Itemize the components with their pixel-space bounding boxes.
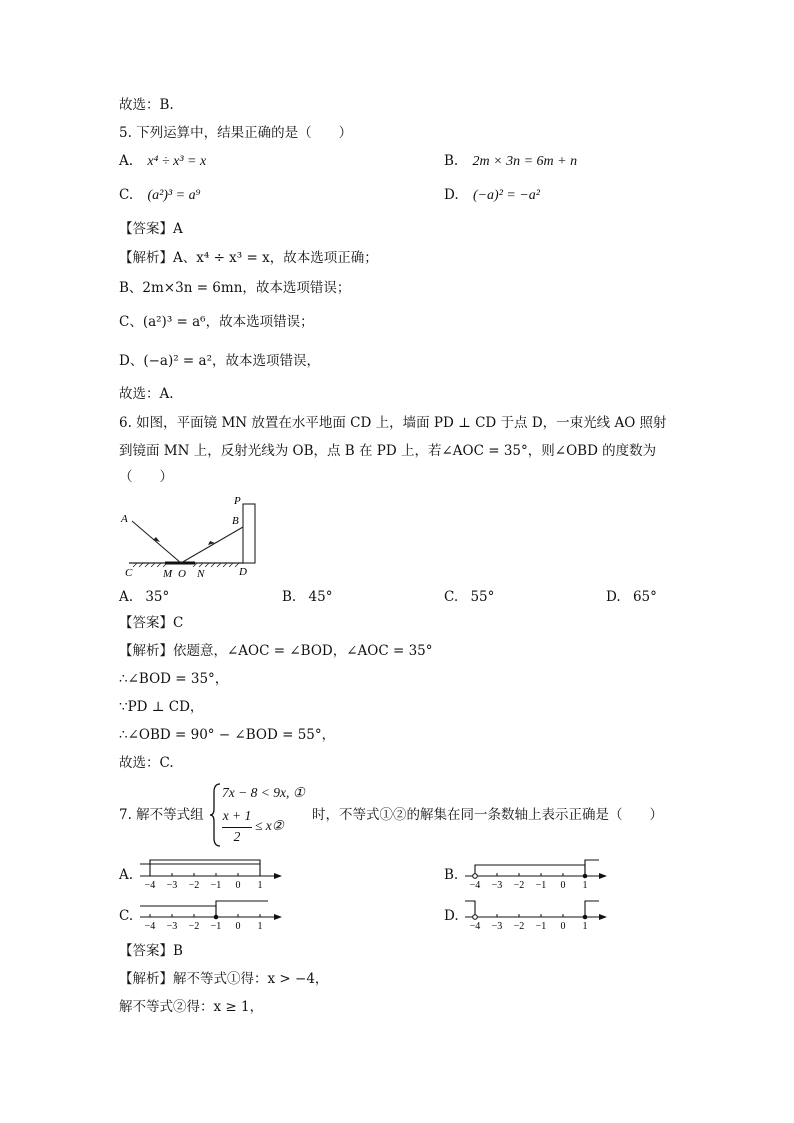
q5-option-a [119,152,206,171]
label-b: B [232,515,239,527]
q5-stem: 5. 下列运算中，结果正确的是（ ） [119,125,353,141]
tick-label: 1 [257,921,263,931]
wall-pd [243,504,255,563]
tick-label: −1 [210,921,222,931]
q6-option-d-value: 65° [632,589,657,605]
q6-analysis-line: ∵PD ⊥ CD， [119,699,204,715]
closed-endpoint [214,915,219,920]
q5-option-b [444,152,577,171]
tick-label: −2 [188,921,200,931]
q6-option-a [119,588,169,606]
q6-option-b-label: B. [282,589,297,605]
tick-label: −3 [491,880,503,890]
tick-label: −4 [469,880,481,890]
tick-label: 0 [235,921,241,931]
label-a: A [121,513,128,525]
label-c: C [125,567,133,579]
axis-arrow-icon [599,914,607,920]
q6-option-a-value: 35° [145,589,170,605]
q6-stem-line3: （ ） [119,469,173,485]
q6-analysis-line: ∴∠OBD = 90° − ∠BOD = 55°， [119,727,336,743]
q5-analysis-line: B、2m×3n = 6mn，故本选项错误； [119,280,351,296]
axis-arrow-icon [274,873,282,879]
q7-number-line-b [461,856,611,890]
q5-analysis-line: 【解析】A、x⁴ ÷ x³ = x，故本选项正确； [119,250,378,266]
fraction-bar [222,827,252,828]
q6-option-a-label: A. [119,589,134,605]
q6-analysis-line: 【解析】依题意，∠AOC = ∠BOD，∠AOC = 35° [119,643,433,659]
solution-bracket [475,865,585,876]
tick-label: −2 [513,880,525,890]
q7-ineq2-numerator: x + 1 [222,808,252,823]
q6-analysis-line: ∴∠BOD = 35°， [119,671,229,687]
q7-number-line-d [461,897,611,931]
q6-mirror-figure [119,494,269,580]
open-endpoint [473,915,478,920]
label-d: D [239,566,247,578]
q6-analysis-line: 故选：C. [119,755,174,771]
q7-analysis-line: 【解析】解不等式①得：x > −4， [119,971,329,987]
q6-option-b-value: 45° [308,589,333,605]
label-n: N [197,568,205,580]
q7-system-brace [210,782,222,848]
closed-endpoint [583,915,588,920]
q6-answer: 【答案】C [119,615,184,631]
reflected-ray-ob [181,527,243,563]
axis-arrow-icon [599,873,607,879]
tick-label: −3 [166,921,178,931]
tick-label: −3 [491,921,503,931]
q7-option-a-label: A. [119,867,134,883]
q7-option-c-label: C. [119,908,134,924]
tick-label: −3 [166,880,178,890]
tick-label: 0 [235,880,241,890]
q7-stem-suffix: 时，不等式①②的解集在同一条数轴上表示正确是（ ） [312,807,663,823]
q5-answer: 【答案】A [119,221,183,237]
tick-label: −4 [144,921,156,931]
q6-stem-line2: 到镜面 MN 上，反射光线为 OB，点 B 在 PD 上，若∠AOC = 35°，则∠OBD 的度数为 [119,443,657,459]
ray-arrow-icon [153,537,160,542]
q5-analysis-line: C、(a²)³ = a⁶，故本选项错误； [119,314,314,330]
q7-answer: 【答案】B [119,943,183,959]
q5-option-c-expr: (a²)³ = a⁹ [147,188,201,203]
closed-endpoint [583,874,588,879]
q5-option-a-expr: x⁴ ÷ x³ = x [147,154,207,169]
q7-ineq2-denominator: 2 [233,829,241,844]
tick-label: −1 [210,880,222,890]
q4-conclusion: 故选：B. [119,97,174,113]
solution-bracket [140,906,216,917]
q6-option-d-label: D. [606,589,621,605]
q7-number-line-c [136,897,286,931]
tick-label: −4 [144,880,156,890]
q5-option-b-label: B. [444,153,459,169]
solution-bracket [150,860,260,876]
solution-bracket [585,860,599,876]
q5-option-c-label: C. [119,187,134,203]
axis-arrow-icon [274,914,282,920]
q7-prefix: 7. 解不等式组 [119,807,204,823]
q6-option-b [282,588,332,606]
tick-label: −1 [535,880,547,890]
q6-option-c-label: C. [444,589,459,605]
q7-analysis-line: 解不等式②得：x ≥ 1， [119,999,264,1015]
q6-option-c [444,588,494,606]
tick-label: 0 [560,880,566,890]
tick-label: −1 [535,921,547,931]
tick-label: 1 [582,921,588,931]
q6-option-c-value: 55° [470,589,495,605]
tick-label: −2 [188,880,200,890]
q6-stem-line1: 6. 如图，平面镜 MN 放置在水平地面 CD 上，墙面 PD ⊥ CD 于点 D，一束光线 AO 照射 [119,415,667,431]
label-p: P [234,495,241,507]
q7-inequality-1: 7x − 8 < 9x, ① [222,785,305,800]
q5-analysis-line: D、(−a)² = a²，故本选项错误， [119,353,320,369]
tick-label: −4 [469,921,481,931]
solution-bracket [465,901,475,917]
q5-analysis-line: 故选：A. [119,386,174,402]
q7-inequality-2 [222,808,302,848]
tick-label: 1 [257,880,263,890]
label-o: O [178,568,186,580]
open-endpoint [473,874,478,879]
q5-option-d-label: D. [444,187,459,203]
q7-ineq2-rest: ≤ x② [255,818,284,833]
tick-label: −2 [513,921,525,931]
q7-option-b-label: B. [444,867,459,883]
q7-number-line-a [136,856,286,890]
q6-option-d [606,588,657,606]
label-m: M [163,568,173,580]
tick-label: 1 [582,880,588,890]
q5-option-c [119,186,200,205]
q7-option-d-label: D. [444,908,459,924]
q5-option-d [444,186,540,205]
solution-bracket [585,901,599,917]
q5-option-b-expr: 2m × 3n = 6m + n [472,154,578,169]
q5-option-d-expr: (−a)² = −a² [472,188,540,203]
incident-ray-ao [132,521,181,563]
q5-option-a-label: A. [119,153,134,169]
tick-label: 0 [560,921,566,931]
